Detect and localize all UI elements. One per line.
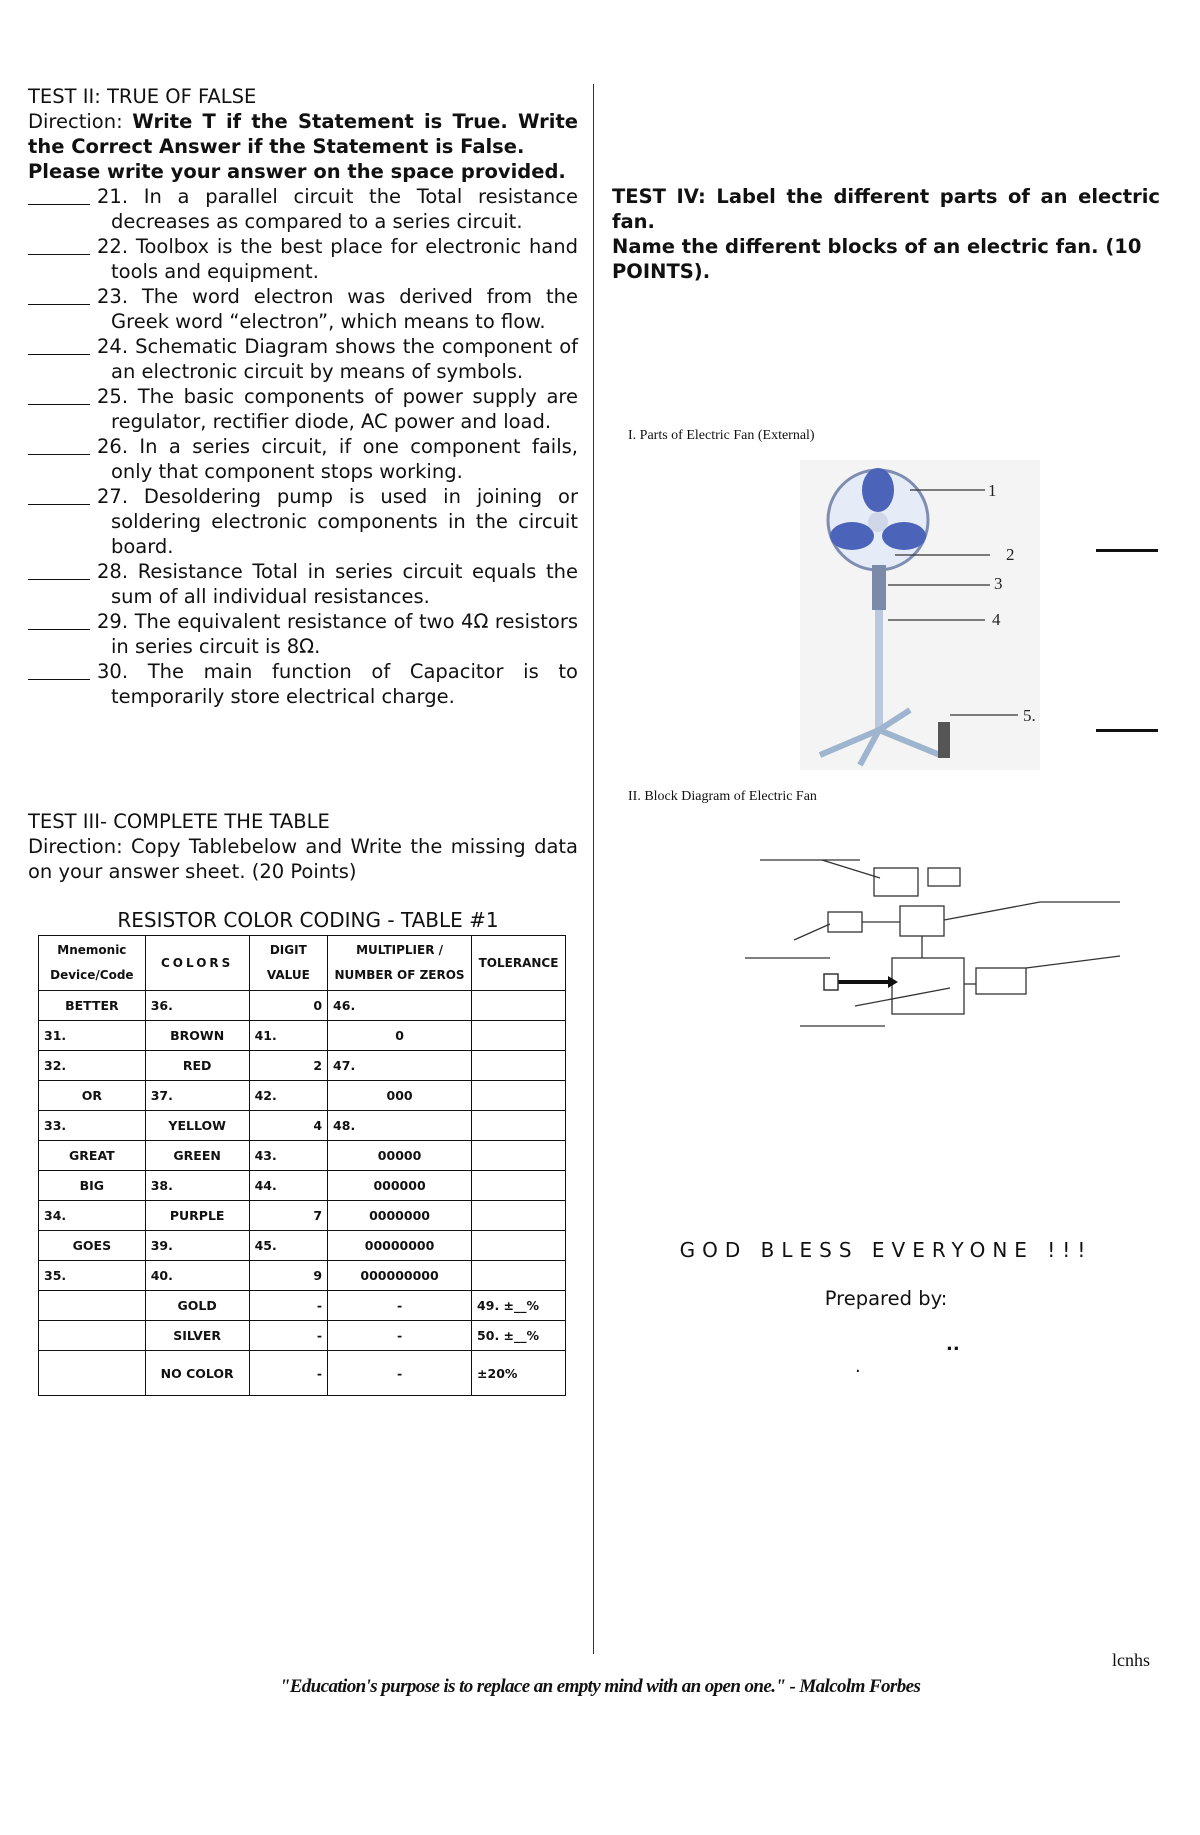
table-cell: PURPLE [145,1201,249,1231]
question-item [28,184,578,234]
fan-hub [868,512,888,532]
table-cell: YELLOW [145,1111,249,1141]
fig1-caption: I. Parts of Electric Fan (External) [628,428,815,443]
table-cell [472,1021,566,1051]
table-cell: 0 [249,991,327,1021]
footer-quote: "Education's purpose is to replace an empty mind with an open one." - Malcolm Forbes [279,1676,921,1697]
table-cell: 00000 [328,1141,472,1171]
table-cell [472,1111,566,1141]
table-row [39,1261,566,1291]
block [976,968,1026,994]
question-number: 21. [97,185,129,208]
fig2-caption: II. Block Diagram of Electric Fan [628,789,817,804]
fan-pole [875,610,883,730]
table-row [39,1171,566,1201]
test4-title: TEST IV: Label the different parts of an electric fan. [612,185,1160,233]
table-header-cell: MULTIPLIER / NUMBER OF ZEROS [328,936,472,991]
table-cell: 38. [145,1171,249,1201]
fan-label-3: 3 [994,574,1003,593]
table-cell: 33. [39,1111,146,1141]
table-cell: - [328,1321,472,1351]
answer-blank[interactable] [28,659,90,680]
test2-items [28,184,578,709]
block [892,958,964,1014]
block-diagram [740,838,1140,1038]
table-header-cell: TOLERANCE [472,936,566,991]
fan-blade [830,522,874,550]
answer-line [1096,549,1158,552]
table-cell: 43. [249,1141,327,1171]
answer-blank[interactable] [28,434,90,455]
block [928,868,960,886]
question-item [28,384,578,434]
table-cell: 0000000 [328,1201,472,1231]
question-item [28,659,578,709]
test3-title: TEST III- COMPLETE THE TABLE [28,810,330,833]
table-cell: 47. [328,1051,472,1081]
fan-motor-housing [872,565,886,610]
question-number: 22. [97,235,129,258]
block [874,868,918,896]
fan-label-2: 2 [1006,545,1015,564]
test2-title: TEST II: TRUE OF FALSE [28,85,257,108]
table-cell: 34. [39,1201,146,1231]
resistor-color-table [38,935,566,1396]
question-text: Resistance Total in series circuit equals the sum of all individual resistances. [111,560,578,608]
question-item [28,334,578,384]
answer-blank[interactable] [28,384,90,405]
question-item [28,284,578,334]
table-cell [39,1351,146,1396]
fan-remote [938,722,950,758]
table-header-cell: DIGIT VALUE [249,936,327,991]
table-cell: 35. [39,1261,146,1291]
table-cell: - [249,1291,327,1321]
question-number: 30. [97,660,129,683]
table-cell [472,1201,566,1231]
question-text: In a series circuit, if one component fails, only that component stops working. [111,435,578,483]
table-row [39,1201,566,1231]
table-cell: 36. [145,991,249,1021]
question-text: In a parallel circuit the Total resistance decreases as compared to a series circuit. [111,185,579,233]
table-cell: RED [145,1051,249,1081]
question-text: The equivalent resistance of two 4Ω resistors in series circuit is 8Ω. [111,610,579,658]
answer-blank[interactable] [28,184,90,205]
blessing: GOD BLESS EVERYONE !!! [679,1238,1093,1262]
table-cell: - [249,1321,327,1351]
question-number: 28. [97,560,129,583]
table-cell: 49. ±__% [472,1291,566,1321]
table-cell: 00000000 [328,1231,472,1261]
question-number: 27. [97,485,129,508]
table-row [39,1231,566,1261]
table-cell: 44. [249,1171,327,1201]
test3-direction: Direction: Copy Tablebelow and Write the missing data on your answer sheet. (20 Points) [28,835,578,883]
signature-dot: . [855,1356,861,1377]
table-row [39,1111,566,1141]
table-row [39,1081,566,1111]
test2-direction [28,109,578,159]
table-cell: 39. [145,1231,249,1261]
question-text: Schematic Diagram shows the component of an electronic circuit by means of symbols. [111,335,578,383]
table-cell: NO COLOR [145,1351,249,1396]
table-row [39,1291,566,1321]
question-number: 29. [97,610,129,633]
table-row [39,1141,566,1171]
table-cell: BETTER [39,991,146,1021]
table-cell: GOES [39,1231,146,1261]
answer-blank[interactable] [28,484,90,505]
table-cell [472,1081,566,1111]
fan-blade [862,468,894,512]
question-item [28,609,578,659]
test4-subtitle: Name the different blocks of an electric fan. (10 POINTS). [612,235,1142,283]
table-cell: BROWN [145,1021,249,1051]
table-cell: - [328,1291,472,1321]
table-cell: 000000000 [328,1261,472,1291]
question-number: 25. [97,385,129,408]
fan-label-5: 5. [1023,706,1036,725]
answer-blank[interactable] [28,334,90,355]
question-text: The word electron was derived from the Greek word “electron”, which means to flow. [111,285,578,333]
table-row [39,1021,566,1051]
question-text: Desoldering pump is used in joining or soldering electronic components in the circuit board. [111,485,578,558]
plug-icon [824,974,838,990]
question-number: 24. [97,335,129,358]
table-cell [472,1141,566,1171]
table-cell [472,1261,566,1291]
answer-blank[interactable] [28,609,90,630]
table-cell: OR [39,1081,146,1111]
table-row [39,1321,566,1351]
question-number: 26. [97,435,129,458]
table-cell: 40. [145,1261,249,1291]
right-column [612,184,1160,284]
direction-text: Write T if the Statement is True. Write the Correct Answer if the Statement is False. [28,110,578,158]
question-item [28,559,578,609]
question-number: 23. [97,285,129,308]
table-cell: 42. [249,1081,327,1111]
table-cell: ±20% [472,1351,566,1396]
school-code: lcnhs [1112,1650,1150,1670]
table-header-row [39,936,566,991]
table-row [39,991,566,1021]
table-cell: 2 [249,1051,327,1081]
table-cell: 37. [145,1081,249,1111]
table-cell [472,1171,566,1201]
question-text: Toolbox is the best place for electronic hand tools and equipment. [111,235,578,283]
question-text: The main function of Capacitor is to temporarily store electrical charge. [111,660,578,708]
table-cell: SILVER [145,1321,249,1351]
table-cell: 7 [249,1201,327,1231]
table-cell [39,1321,146,1351]
table-cell: 000000 [328,1171,472,1201]
table-cell: 50. ±__% [472,1321,566,1351]
table-cell: 0 [328,1021,472,1051]
question-item [28,484,578,559]
table-row [39,1051,566,1081]
table-cell: GREAT [39,1141,146,1171]
answer-line [1096,729,1158,732]
prepared-by: Prepared by: [824,1287,948,1310]
table-title: RESISTOR COLOR CODING - TABLE #1 [117,908,499,932]
table-cell: 46. [328,991,472,1021]
block [828,912,862,932]
table-cell: 48. [328,1111,472,1141]
table-cell: 32. [39,1051,146,1081]
fan-label-1: 1 [988,481,997,500]
table-cell: 4 [249,1111,327,1141]
question-item [28,434,578,484]
table-cell: - [328,1351,472,1396]
table-cell: 31. [39,1021,146,1051]
signature-dots: .. [946,1334,960,1355]
fan-label-4: 4 [992,610,1001,629]
fan-blade [882,522,926,550]
table-cell [39,1291,146,1321]
question-text: The basic components of power supply are regulator, rectifier diode, AC power and load. [111,385,578,433]
table-cell [472,1231,566,1261]
left-column [28,84,578,1396]
table-cell: GOLD [145,1291,249,1321]
test2-instruction: Please write your answer on the space provided. [28,160,566,183]
column-divider [593,84,594,1654]
direction-label: Direction: [28,110,133,133]
table-cell [472,1051,566,1081]
answer-blank[interactable] [28,559,90,580]
table-header-cell: Mnemonic Device/Code [39,936,146,991]
answer-blank[interactable] [28,284,90,305]
table-cell: 41. [249,1021,327,1051]
table-cell: 45. [249,1231,327,1261]
table-cell: 000 [328,1081,472,1111]
table-header-cell: COLORS [145,936,249,991]
table-cell: - [249,1351,327,1396]
table-cell: GREEN [145,1141,249,1171]
answer-blank[interactable] [28,234,90,255]
block [900,906,944,936]
table-cell [472,991,566,1021]
question-item [28,234,578,284]
table-cell: 9 [249,1261,327,1291]
table-row [39,1351,566,1396]
table-cell: BIG [39,1171,146,1201]
electric-fan-figure [800,460,1090,770]
